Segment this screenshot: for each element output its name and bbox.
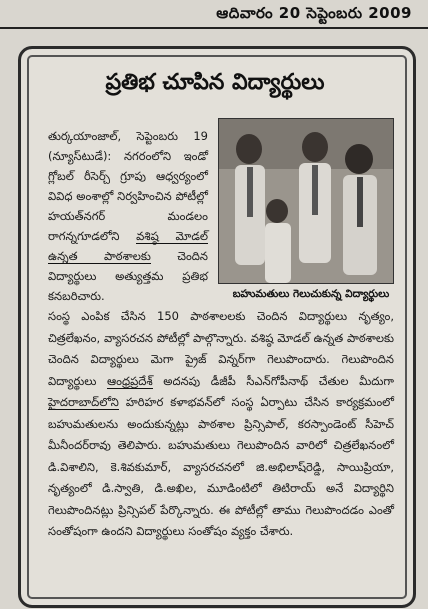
article-headline: ప్రతిభ చూపిన విద్యార్థులు [105, 70, 325, 95]
para-left: తుర్కయాంజాల్, సెప్టెంబరు 19 (న్యూస్‌టుడే): నగరంలోని ఇండో గ్లోబల్ రీసెర్చ్ గ్రూపు ఆధ్వర్యంలో వివిధ అంశాల్లో నిర్వహించిన పోటీల్లో హయత్‌నగర్ మండలం రాగన్నగూడలోని [48, 129, 208, 243]
article-body-full [48, 306, 394, 543]
state-highlight: ఆంధ్రప్రదేశ్ [106, 373, 153, 388]
students-photo-illustration [219, 119, 393, 283]
para-full-3: హరిహర కళాభవన్‌లో సంస్థ ఏర్పాటు చేసిన కార్యక్రమంలో బహుమతులను అందుకున్నట్లు పాఠశాల ప్రిన్సిపాల్, కరస్పాండెంట్ సీహెచ్ మీనీందర్‌రావు తెలిపారు. బహుమతులు గెలుపొందిన వారిలో చిత్రలేఖనంలో డి.విశాలిని, కె.శివకుమార్, వ్యాసరచనలో జి.అభిలాష్‌రెడ్డి, సాయిప్రియా, నృత్యంలో డి.స్వాతి, డి.అఖిల, మూడింటిలో తిటిరాయ్ అనే విద్యార్థిని గెలుపొందినట్లు ప్రిన్సిపల్ పేర్కొన్నారు. ఈ పోటీల్లో తాము గెలుపొందడం ఎంతో సంతోషంగా ఉందని విద్యార్థులు సంతోషం వ్యక్తం చేశారు. [48, 395, 395, 538]
student-figure [235, 134, 265, 265]
student-figure [265, 199, 291, 283]
student-figure [299, 132, 331, 263]
school-name-highlight: వశిష్ఠ మోడల్ ఉన్నత పాఠశాలకు [48, 229, 208, 263]
para-left-tail: చెందిన విద్యార్థులు అత్యుత్తమ ప్రతిభ కనబరిచారు. [48, 249, 208, 303]
student-figure [343, 144, 377, 275]
para-full-2: అదనపు డీజీపీ సీఎన్‌గోపీనాథ్ చేతుల మీదుగా [163, 373, 394, 388]
photo-caption: బహుమతులు గెలుచుకున్న విద్యార్థులు [232, 288, 390, 300]
city-highlight: హైదరాబాద్‌లోని [48, 395, 119, 409]
dateline: ఆదివారం 20 సెప్టెంబరు 2009 [216, 4, 412, 22]
article-photo [218, 118, 394, 284]
article-body-left [48, 126, 208, 306]
para-full: సంస్థ ఎంపిక చేసిన 150 పాఠశాలలకు చెందిన విద్యార్థులు నృత్యం, చిత్రలేఖనం, వ్యాసరచన పోటీల్లో పాల్గొన్నారు. వశిష్ఠ మోడల్ ఉన్నత పాఠశాలకు చెందిన విద్యార్థులు మెగా ప్రైజ్ విన్నర్‌గా గెలుపొందారు. గెలుపొందిన విద్యార్థులు [48, 309, 394, 388]
header-rule [0, 27, 428, 29]
